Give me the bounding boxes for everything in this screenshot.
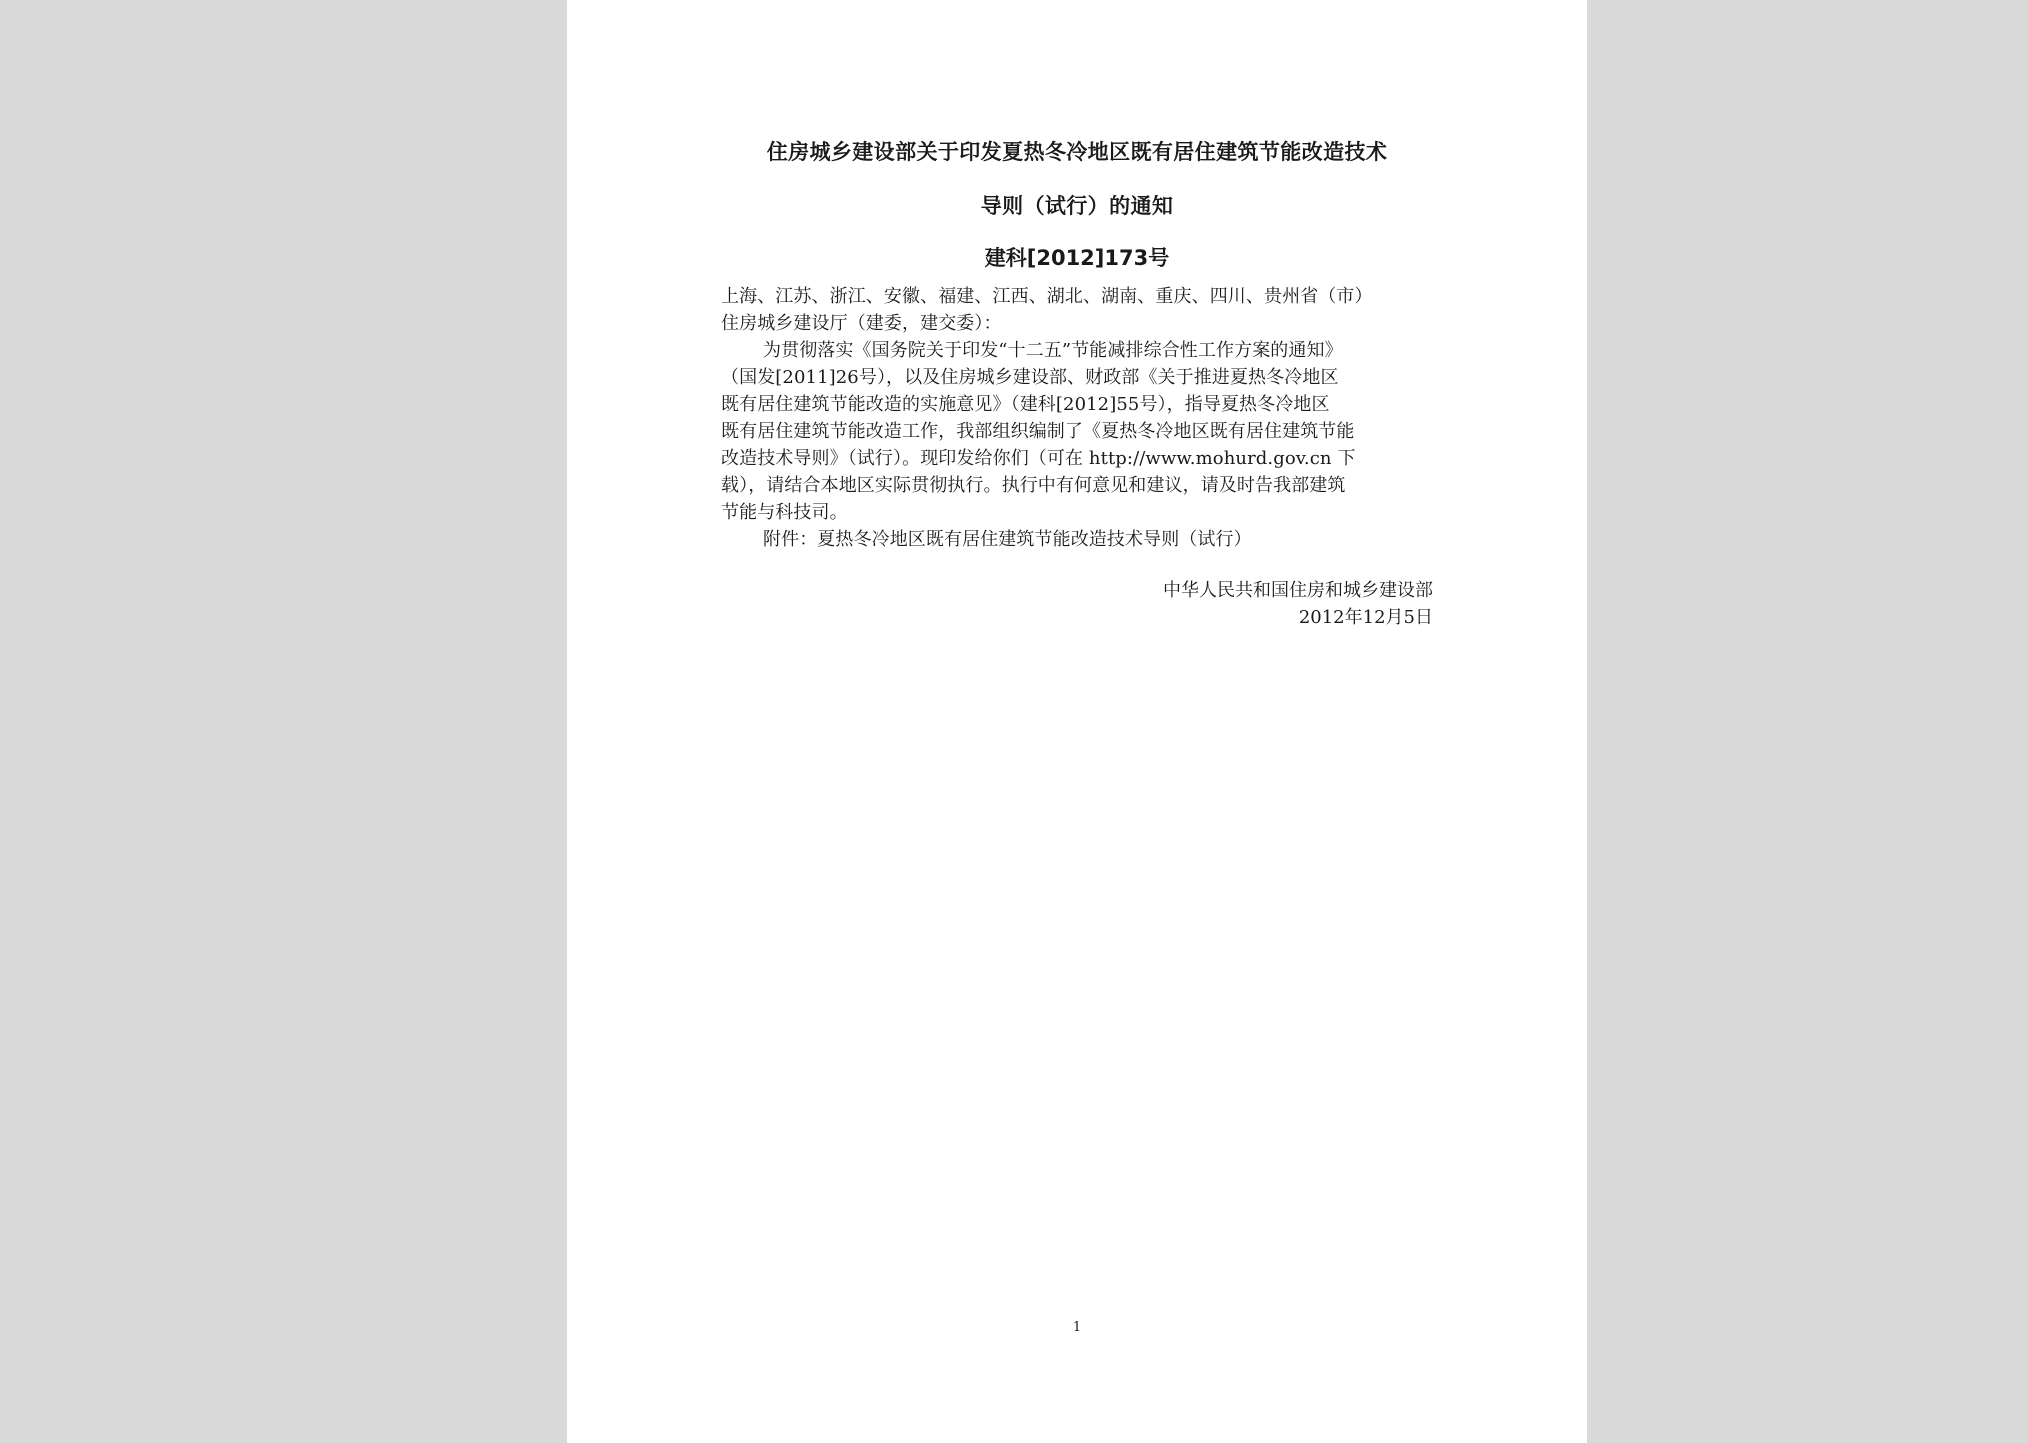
signature-organization: 中华人民共和国住房和城乡建设部 [1163, 580, 1433, 601]
page-number: 1 [1072, 1320, 1082, 1335]
body-line: 载），请结合本地区实际贯彻执行。执行中有何意见和建议，请及时告我部建筑 [721, 475, 1346, 496]
document-page [567, 0, 1587, 1443]
body-line: 为贯彻落实《国务院关于印发“十二五”节能减排综合性工作方案的通知》 [763, 340, 1343, 361]
attachment-line: 附件：夏热冬冷地区既有居住建筑节能改造技术导则（试行） [763, 529, 1252, 550]
body-line: 既有居住建筑节能改造的实施意见》（建科[2012]55号），指导夏热冬冷地区 [721, 394, 1330, 415]
addressee-line-1: 上海、江苏、浙江、安徽、福建、江西、湖北、湖南、重庆、四川、贵州省（市） [721, 286, 1373, 307]
body-line: 改造技术导则》（试行）。现印发给你们（可在 http://www.mohurd.gov.cn 下 [721, 448, 1356, 469]
document-title-line-2: 导则（试行）的通知 [980, 194, 1174, 218]
addressee-line-2: 住房城乡建设厅（建委，建交委）： [721, 313, 1002, 334]
body-line: 既有居住建筑节能改造工作，我部组织编制了《夏热冬冷地区既有居住建筑节能 [721, 421, 1355, 442]
document-number: 建科[2012]173号 [984, 246, 1170, 270]
document-title-line-1: 住房城乡建设部关于印发夏热冬冷地区既有居住建筑节能改造技术 [766, 140, 1388, 164]
signature-date: 2012年12月5日 [1298, 607, 1433, 628]
body-line: 节能与科技司。 [721, 502, 848, 523]
body-line: （国发[2011]26号），以及住房城乡建设部、财政部《关于推进夏热冬冷地区 [721, 367, 1339, 388]
